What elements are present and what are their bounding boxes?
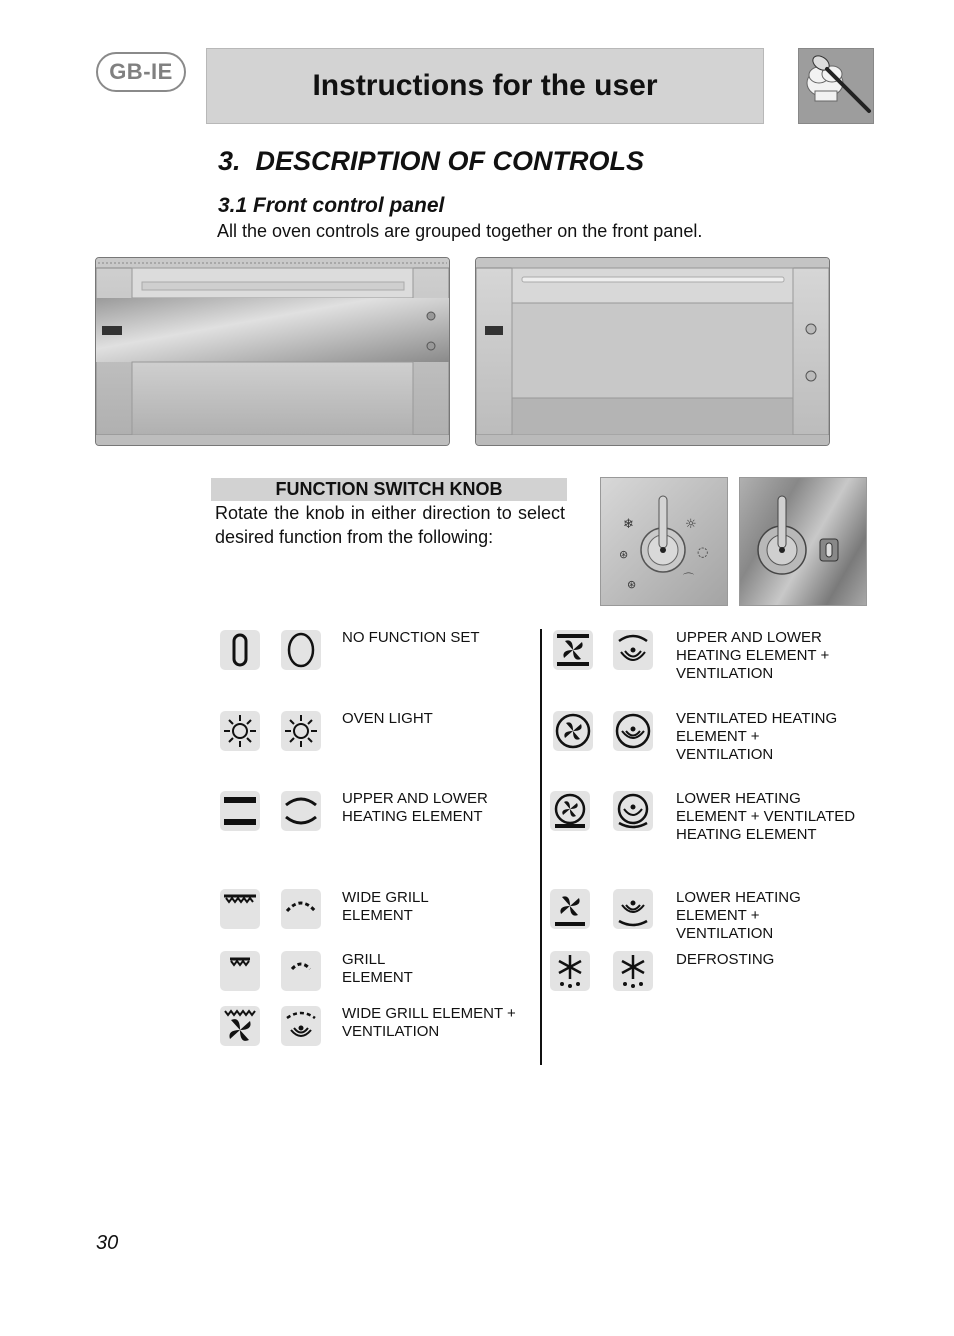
upper-lower-arcs-icon bbox=[281, 791, 321, 831]
function-knob-photo-zero bbox=[739, 477, 867, 606]
function-label: UPPER AND LOWER HEATING ELEMENT + VENTILATION bbox=[676, 629, 830, 683]
function-label: DEFROSTING bbox=[676, 951, 775, 968]
function-label: LOWER HEATING ELEMENT + VENTILATED HEATING ELEMENT bbox=[676, 790, 856, 844]
function-label: NO FUNCTION SET bbox=[342, 629, 480, 646]
svg-text:⌒: ⌒ bbox=[683, 572, 694, 585]
circular-fan-arc-icon bbox=[613, 711, 653, 751]
function-knob-title: FUNCTION SWITCH KNOB bbox=[211, 478, 567, 501]
oven-front-panel-left bbox=[95, 257, 450, 446]
svg-text:❄: ❄ bbox=[623, 517, 634, 532]
upper-lower-fan-icon bbox=[553, 630, 593, 670]
upper-lower-fan-arc-icon bbox=[613, 630, 653, 670]
function-label: WIDE GRILL ELEMENT bbox=[342, 889, 429, 925]
column-divider bbox=[540, 629, 542, 1065]
function-label: OVEN LIGHT bbox=[342, 710, 433, 727]
chef-spoon-icon bbox=[798, 48, 874, 124]
light-icon bbox=[281, 711, 321, 751]
function-label: GRILL ELEMENT bbox=[342, 951, 413, 987]
svg-text:☼: ☼ bbox=[685, 517, 697, 532]
snowflake-icon bbox=[550, 951, 590, 991]
lower-circular-fan-arc-icon bbox=[613, 791, 653, 831]
function-knob-photo bbox=[600, 477, 728, 606]
snowflake-icon bbox=[613, 951, 653, 991]
wide-grill-fan-arc-icon bbox=[281, 1006, 321, 1046]
page-number: 30 bbox=[96, 1232, 119, 1254]
upper-lower-bars-icon bbox=[220, 791, 260, 831]
grill-arc-icon bbox=[281, 951, 321, 991]
intro-text: All the oven controls are grouped together on the front panel. bbox=[217, 221, 703, 241]
page-title: Instructions for the user bbox=[312, 69, 658, 102]
circular-fan-icon bbox=[553, 711, 593, 751]
section-subtitle: 3.1 Front control panel bbox=[218, 194, 445, 217]
svg-text:◌: ◌ bbox=[697, 545, 709, 560]
oval-icon bbox=[281, 630, 321, 670]
function-label: LOWER HEATING ELEMENT + VENTILATION bbox=[676, 889, 801, 943]
function-label: UPPER AND LOWER HEATING ELEMENT bbox=[342, 790, 488, 826]
svg-text:⊛: ⊛ bbox=[627, 578, 637, 591]
lower-fan-icon bbox=[550, 889, 590, 929]
grill-icon bbox=[220, 951, 260, 991]
function-label: WIDE GRILL ELEMENT + VENTILATION bbox=[342, 1005, 516, 1041]
wide-grill-fan-icon bbox=[220, 1006, 260, 1046]
wide-grill-arc-icon bbox=[281, 889, 321, 929]
section-title: 3. DESCRIPTION OF CONTROLS bbox=[218, 146, 645, 176]
function-knob-text: Rotate the knob in either direction to select desired function from the following: bbox=[215, 503, 565, 547]
zero-slot-icon bbox=[220, 630, 260, 670]
region-badge: GB-IE bbox=[96, 52, 186, 92]
lower-circular-fan-icon bbox=[550, 791, 590, 831]
lower-fan-arc-icon bbox=[613, 889, 653, 929]
light-icon bbox=[220, 711, 260, 751]
wide-grill-icon bbox=[220, 889, 260, 929]
function-label: VENTILATED HEATING ELEMENT + VENTILATION bbox=[676, 710, 838, 764]
svg-text:⊛: ⊛ bbox=[619, 548, 629, 561]
header-band bbox=[206, 48, 764, 124]
oven-front-panel-right bbox=[475, 257, 830, 446]
